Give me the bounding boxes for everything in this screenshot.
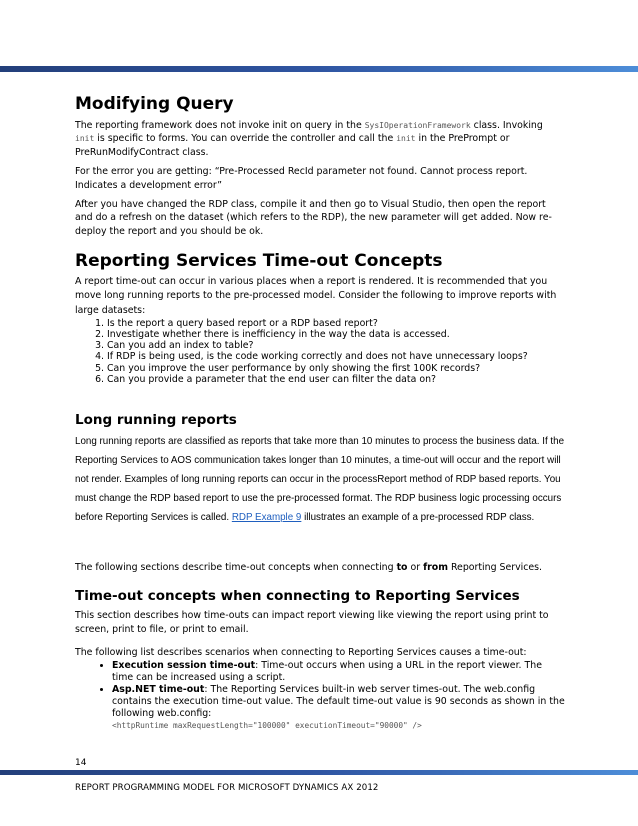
text-run: or: [407, 562, 424, 574]
timeout-scenarios-list: [75, 660, 565, 732]
list-item: 2. Investigate whether there is inefficiency in the way the data is accessed.: [107, 329, 565, 340]
list-item: 6. Can you provide a parameter that the end user can filter the data on?: [107, 374, 565, 385]
list-item: 3. Can you add an index to table?: [107, 340, 565, 351]
timeout-checklist: [75, 318, 565, 385]
paragraph-timeout-intro: A report time-out can occur in various places when a report is rendered. It is recommended that you move long running reports to the pre-processed model. Consider the following to improve reports with large datasets:: [75, 276, 557, 316]
list-item: 4. If RDP is being used, is the code working correctly and does not have unnecessary loops?: [107, 351, 565, 362]
text-run: The following sections describe time-out concepts when connecting: [75, 562, 397, 574]
footer-rule: [0, 770, 638, 775]
page-content: [75, 93, 565, 732]
header-rule: [0, 66, 638, 72]
heading-modifying-query: Modifying Query: [75, 94, 234, 114]
code-run: SysIOperationFramework: [364, 121, 471, 130]
text-run: Reporting Services.: [447, 562, 543, 574]
paragraph-rdp-class: After you have changed the RDP class, compile it and then go to Visual Studio, then open the report and do a refresh on the dataset (which refers to the RDP), the new parameter will get added. Now re-deploy the report and you should be ok.: [75, 199, 552, 237]
text-run: class. Invoking: [470, 120, 543, 131]
text-run: The reporting framework does not invoke init on query in the: [75, 120, 365, 131]
page-number: 14: [75, 758, 87, 768]
heading-timeout-concepts: Reporting Services Time-out Concepts: [75, 251, 443, 272]
list-item: [112, 660, 565, 684]
paragraph-timeout-scenarios: The following list describes scenarios when connecting to Reporting Services causes a time-out:: [75, 647, 527, 659]
text-run: in the PrePrompt or PreRunModifyContract class.: [75, 133, 510, 158]
heading-timeout-connecting: Time-out concepts when connecting to Reporting Services: [75, 588, 520, 605]
text-run: : The Reporting Services built-in web server times-out. The web.config contains the execution time-out value. The default time-out value is 90 seconds as shown in the following web.config:: [112, 684, 565, 719]
bold-run: Execution session time-out: [112, 659, 256, 671]
code-run: init: [396, 134, 416, 144]
bold-run: to: [396, 562, 408, 574]
text-run: is specific to forms. You can override the controller and call the: [94, 133, 397, 145]
list-item: 1. Is the report a query based report or a RDP based report?: [107, 318, 565, 329]
code-snippet: <httpRuntime maxRequestLength="100000" executionTimeout="90000" />: [112, 720, 422, 730]
paragraph-error: For the error you are getting: “Pre-Processed RecId parameter not found. Cannot process report. Indicates a development error”: [75, 166, 528, 191]
heading-long-running-reports: Long running reports: [75, 412, 237, 429]
bold-run: from: [423, 562, 448, 574]
list-item: [112, 684, 565, 731]
text-run: illustrates an example of a pre-processed RDP class.: [301, 512, 535, 524]
text-run: : Time-out occurs when using a URL in the report viewer. The time can be increased using a script.: [112, 659, 542, 683]
paragraph-long-running: [75, 432, 565, 527]
paragraph-transition: [75, 561, 565, 574]
rdp-example-link[interactable]: RDP Example 9: [231, 512, 302, 524]
bold-run: Asp.NET time-out: [112, 684, 205, 696]
paragraph-init: [75, 119, 565, 159]
footer-title: REPORT PROGRAMMING MODEL FOR MICROSOFT DYNAMICS AX 2012: [75, 783, 379, 793]
text-run: Long running reports are classified as reports that take more than 10 minutes to process the business data. If the Reporting Services to AOS communication takes longer than 10 minutes, a time-out will occur and the report will not render. Examples of long running reports can occur in the processReport method of RDP based reports. You must change the RDP based report to use the pre-processed format. The RDP business logic processing occurs before Reporting Services is called.: [75, 436, 565, 524]
code-run: init: [75, 134, 95, 144]
paragraph-timeout-impact: This section describes how time-outs can impact report viewing like viewing the report using print to screen, print to file, or print to email.: [75, 610, 549, 635]
list-item: 5. Can you improve the user performance by only showing the first 100K records?: [107, 363, 565, 374]
